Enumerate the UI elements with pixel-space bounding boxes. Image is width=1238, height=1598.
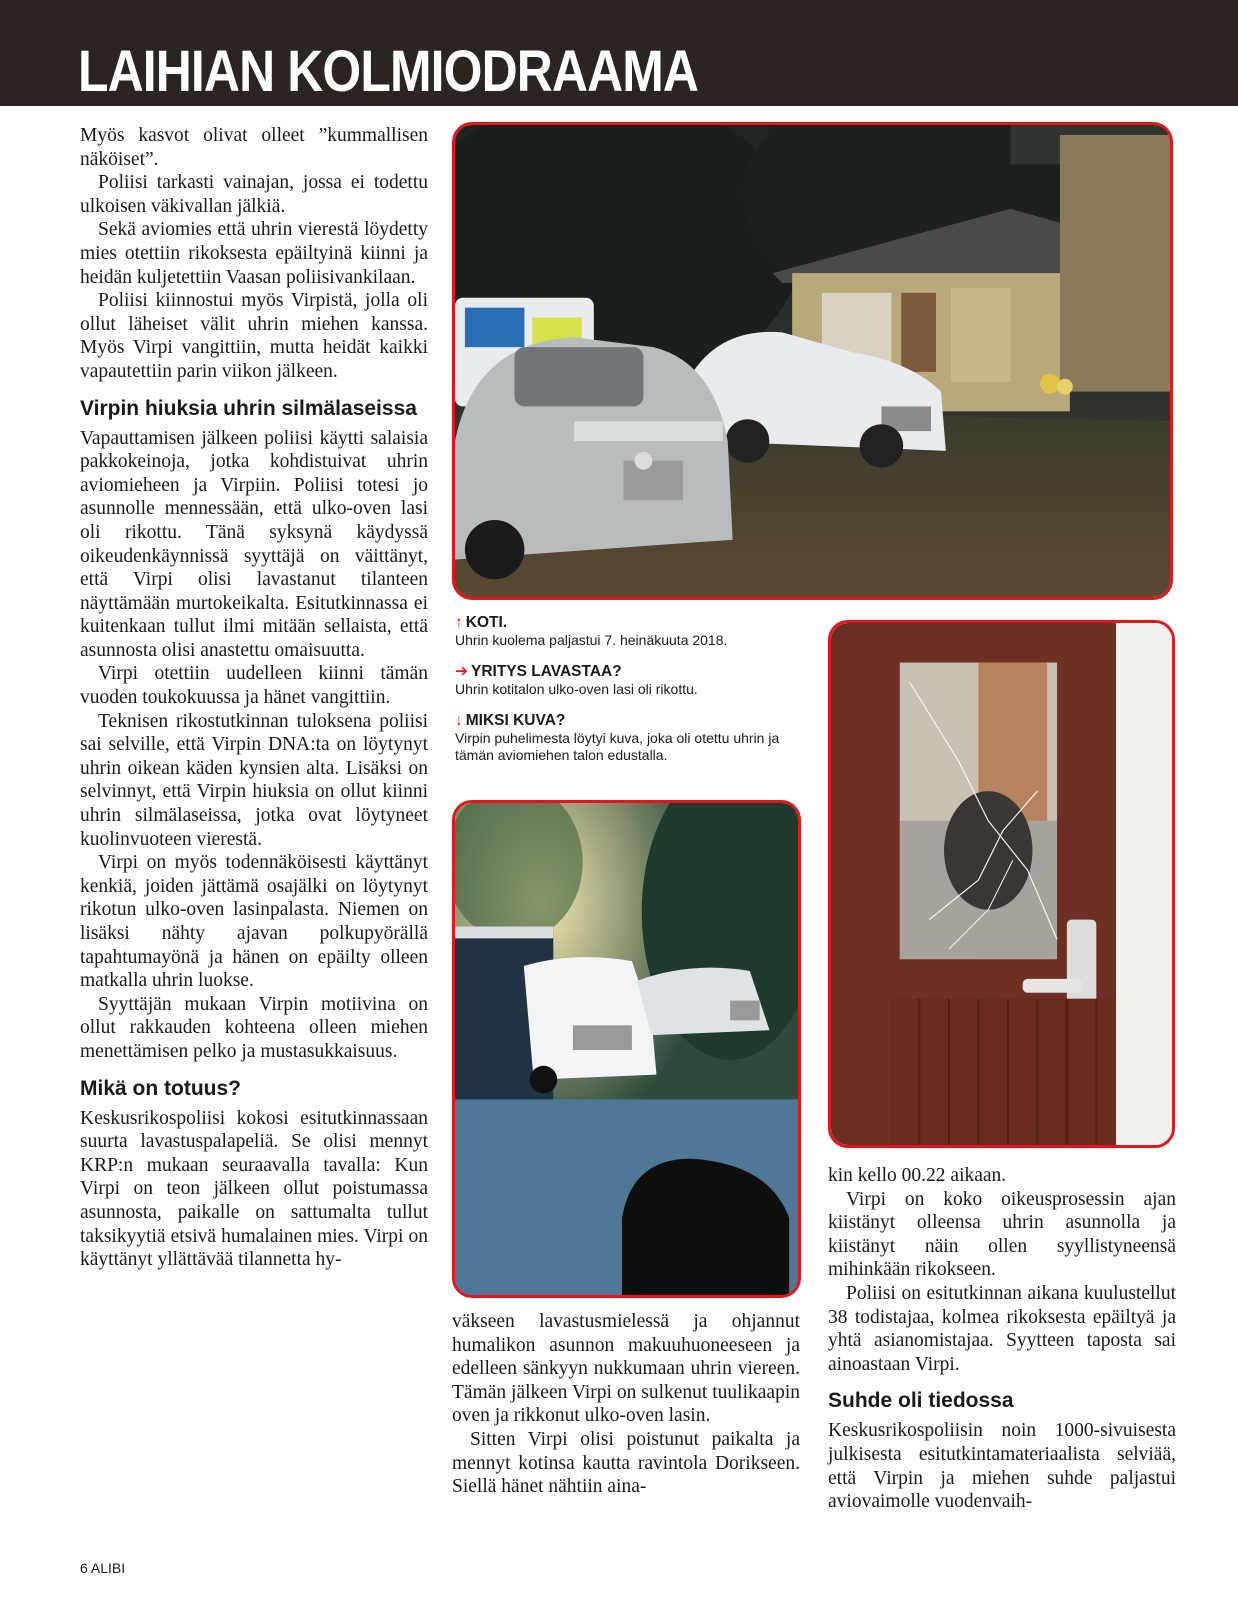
- paragraph: Poliisi on esitutkinnan aikana kuulustellut 38 todistajaa, kolmea rikoksesta epäiltyä ja yhtä asianomistajaa. Syytteen taposta sai ainoastaan Virpi.: [828, 1282, 1176, 1375]
- paragraph: Poliisi kiinnostui myös Virpistä, jolla oli ollut läheiset välit uhrin miehen kanssa. Myös Virpi vangittiin, mutta heidät kaikki vapautettiin parin viikon jälkeen.: [80, 290, 428, 382]
- article-column-3: [828, 1164, 1176, 1514]
- paragraph: Virpi otettiin uudelleen kiinni tämän vuoden toukokuussa ja hänet vangittiin.: [80, 663, 428, 709]
- arrow-right-icon: ➔: [455, 663, 468, 680]
- arrow-up-icon: ↑: [455, 614, 463, 631]
- paragraph: Keskusrikospoliisin noin 1000-sivuisesta julkisesta esitutkintamateriaalista selviää, että Virpin ja miehen suhde paljastui aviovaimolle vuodenvaih-: [828, 1420, 1176, 1513]
- photo-broken-door: [828, 620, 1175, 1148]
- header-bar: [0, 0, 1238, 106]
- page-title: LAIHIAN KOLMIODRAAMA: [78, 39, 699, 104]
- photo-home-driveway: [452, 122, 1173, 600]
- paragraph: Sekä aviomies että uhrin vierestä löydetty mies otettiin rikoksesta epäiltyinä kiinni ja heidän kuljetettiin Vaasan poliisivankilaan.: [80, 219, 428, 288]
- paragraph: Virpi on koko oikeusprosessin ajan kiistänyt olleensa uhrin asunnolla ja kiistänyt näin ollen syyllistyneensä mihinkään rikokseen.: [828, 1188, 1176, 1281]
- caption-door: [455, 663, 815, 698]
- photo-home-image: [455, 125, 1170, 597]
- subheading: Mikä on totuus?: [80, 1076, 241, 1100]
- paragraph: Virpi on myös todennäköisesti käyttänyt kenkiä, joiden jättämä osajälki on löytynyt rikotun ulko-oven lasinpalasta. Niemen on lisäksi nähty ajavan polkupyörällä tapahtumayönä ja hänen on epäilty olleen matkalla uhrin luokse.: [80, 852, 428, 992]
- paragraph: väkseen lavastusmielessä ja ohjannut humalikon asunnon makuuhuoneeseen ja edelleen sänkyyn nukkumaan uhrin viereen. Tämän jälkeen Virpi on sulkenut tuulikaapin oven ja rikkonut ulko-oven lasin.: [452, 1311, 800, 1427]
- paragraph: Poliisi tarkasti vainajan, jossa ei todettu ulkoisen väkivallan jälkiä.: [80, 172, 428, 217]
- caption-title: KOTI.: [465, 614, 508, 631]
- article-column-2: [452, 1310, 800, 1499]
- paragraph: Teknisen rikostutkinnan tuloksena poliisi sai selville, että Virpin DNA:ta on löytynyt uhrin oikean käden kynsien alta. Lisäksi on selvinnyt, että Virpin hiuksia on ollut kiinni uhrin silmälaseissa, jotka ovat löytyneet kuolinvuoteen vierestä.: [80, 710, 428, 850]
- paragraph: kin kello 00.22 aikaan.: [828, 1165, 1007, 1186]
- subheading: Virpin hiuksia uhrin silmälaseissa: [80, 396, 417, 420]
- paragraph: Vapauttamisen jälkeen poliisi käytti salaisia pakkokeinoja, jotka kohdistuivat uhrin aviomieheen ja Virpiin. Poliisi totesi jo asunnolle mennessään, että ulko-oven lasi oli rikottu. Tänä syksynä käydyssä oikeudenkäynnissä syyttäjä on väittänyt, että Virpi olisi lavastanut tilanteen näyttämään murtokeikalta. Esitutkinnassa ei kuitenkaan tullut ilmi mitään sellaista, että asunnosta olisi anastettu omaisuutta.: [80, 427, 428, 661]
- photo-car-image: [455, 803, 798, 1295]
- paragraph: Keskusrikospoliisi kokosi esitutkinnassaan suurta lavastuspalapeliä. Se olisi mennyt KRP:n mukaan seuraavalla tavalla: Kun Virpi on teon jälkeen ollut poistumassa asunnosta, paikalle on sattumalta tullut taksikyytiä etsivä humalainen mies. Virpi on käyttänyt yllättävää tilannetta hy-: [80, 1107, 428, 1271]
- page-number: 6 ALIBI: [80, 1560, 126, 1576]
- caption-home: [455, 614, 815, 649]
- photo-captions: [455, 614, 815, 778]
- subheading: Suhde oli tiedossa: [828, 1389, 1014, 1413]
- caption-phone-photo: [455, 712, 815, 764]
- article-column-1: [80, 124, 428, 1272]
- paragraph: Myös kasvot olivat olleet ”kummallisen näköiset”.: [80, 125, 428, 170]
- paragraph: Sitten Virpi olisi poistunut paikalta ja mennyt kotinsa kautta ravintola Dorikseen. Siellä hänet nähtiin aina-: [452, 1428, 800, 1498]
- caption-text: Virpin puhelimesta löytyi kuva, joka oli otettu uhrin ja tämän aviomiehen talon edustalla.: [455, 730, 780, 763]
- caption-title: MIKSI KUVA?: [465, 712, 566, 729]
- paragraph: Syyttäjän mukaan Virpin motiivina on ollut rakkauden kohteena olleen miehen menettämisen pelko ja mustasukkaisuus.: [80, 993, 428, 1062]
- caption-text: Uhrin kotitalon ulko-oven lasi oli rikottu.: [455, 681, 698, 697]
- caption-text: Uhrin kuolema paljastui 7. heinäkuuta 2018.: [455, 632, 728, 648]
- arrow-down-icon: ↓: [455, 712, 463, 729]
- caption-title: YRITYS LAVASTAA?: [471, 663, 622, 680]
- photo-door-image: [831, 623, 1172, 1145]
- photo-car-window: [452, 800, 801, 1298]
